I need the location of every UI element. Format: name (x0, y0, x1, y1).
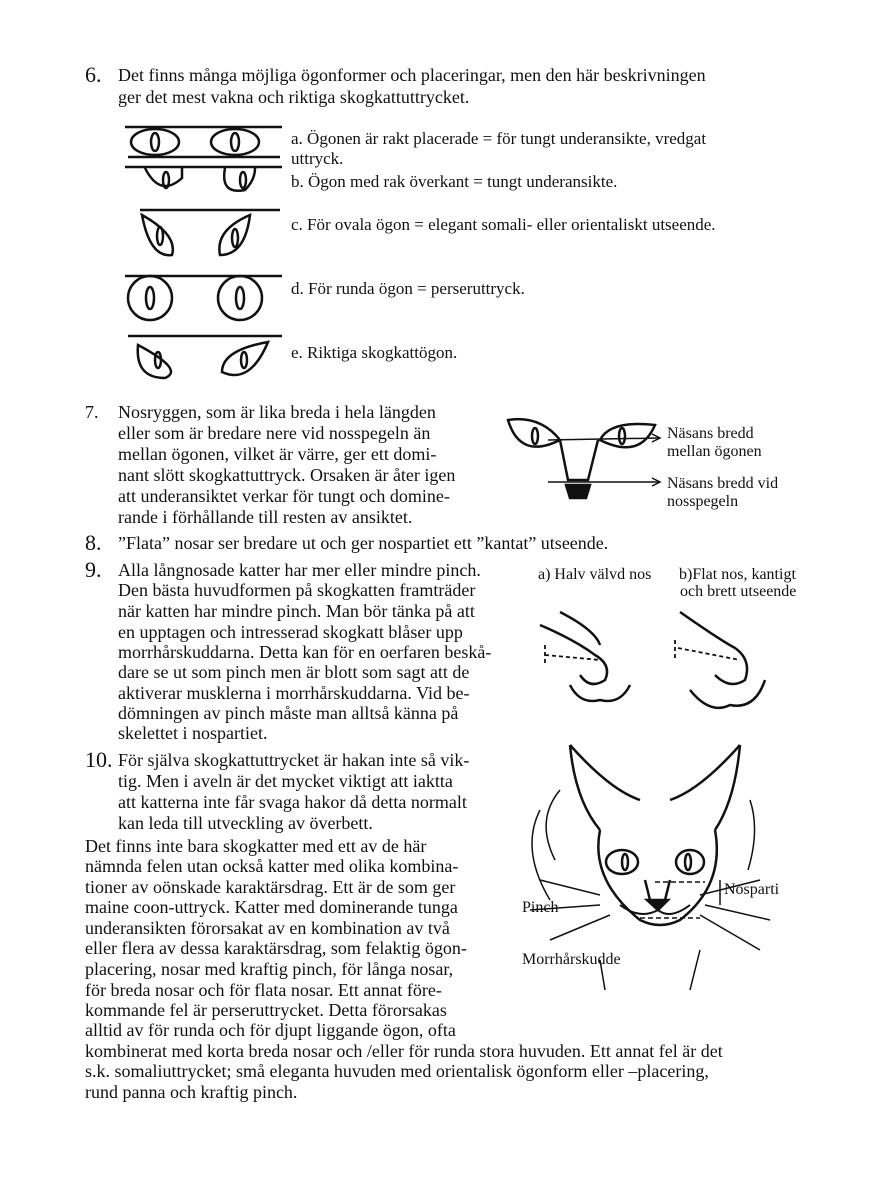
item-10-line: kan leda till utveckling av överbett. (118, 813, 373, 833)
cat-label-pinch: Pinch (522, 899, 559, 916)
eye-shapes-drawing (125, 127, 282, 378)
nose-width-drawing (508, 419, 660, 498)
paragraph-line: Det finns inte bara skogkatter med ett av de här (85, 836, 427, 856)
item-7-line: rande i förhållande till resten av ansiktet. (118, 507, 413, 527)
paragraph-line: rund panna och kraftig pinch. (85, 1082, 298, 1102)
item-number: 10. (85, 747, 113, 772)
nose-label: mellan ögonen (667, 443, 762, 460)
item-10-line: tig. Men i aveln är det mycket viktigt att iaktta (118, 771, 453, 791)
item-number: 9. (85, 557, 102, 582)
profile-label: och brett utseende (680, 583, 797, 600)
eye-caption-d: d. För runda ögon = perseruttryck. (291, 279, 525, 298)
paragraph-line: s.k. somaliuttrycket; små eleganta huvuden med orientalisk ögonform eller –placering, (85, 1061, 709, 1081)
item-8-line: ”Flata” nosar ser bredare ut och ger nospartiet ett ”kantat” utseende. (118, 533, 609, 553)
eye-caption-e: e. Riktiga skogkattögon. (291, 343, 458, 362)
cat-label-nosparti: Nosparti (724, 881, 780, 898)
eye-caption-c: c. För ovala ögon = elegant somali- eller orientaliskt utseende. (291, 215, 716, 234)
item-7-line: mellan ögonen, vilket är värre, ger ett domi- (118, 444, 437, 464)
paragraph-line: eller flera av dessa karaktärsdrag, som felaktig ögon- (85, 938, 467, 958)
nose-profile-drawing (540, 612, 765, 708)
item-number: 7. (85, 402, 99, 422)
item-10-line: att katterna inte får svaga hakor då detta normalt (118, 792, 467, 812)
item-7-line: att underansiktet verkar för tungt och domine- (118, 486, 450, 506)
item-6-line: ger det mest vakna och riktiga skogkattuttrycket. (118, 87, 470, 107)
item-9-line: skelettet i nospartiet. (118, 723, 268, 743)
paragraph-line: placering, nosar med kraftig pinch, för långa nosar, (85, 959, 454, 979)
nose-label: nosspegeln (667, 493, 739, 510)
item-6-line: Det finns många möjliga ögonformer och placeringar, men den här beskrivningen (118, 65, 706, 85)
item-7-line: eller som är bredare nere vid nosspegeln än (118, 423, 431, 443)
profile-label: a) Halv välvd nos (538, 566, 652, 583)
paragraph-line: nämnda felen utan också katter med olika kombina- (85, 856, 459, 876)
item-9-line: när katten har mindre pinch. Man bör tänka på att (118, 601, 475, 621)
item-10-line: För själva skogkattuttrycket är hakan inte så vik- (118, 750, 470, 770)
paragraph-line: kombinerat med korta breda nosar och /eller för runda stora huvuden. Ett annat fel är det (85, 1041, 723, 1061)
item-9-line: morrhårskuddarna. Detta kan för en oerfaren beskå- (118, 642, 492, 662)
item-7-line: Nosryggen, som är lika breda i hela längden (118, 402, 436, 422)
item-9-line: aktiverar musklerna i morrhårskuddarna. Vid be- (118, 683, 470, 703)
profile-label: b)Flat nos, kantigt (679, 566, 796, 583)
item-9-line: dömningen av pinch måste man alltså känna på (118, 703, 459, 723)
eye-caption-a: a. Ögonen är rakt placerade = för tungt underansikte, vredgat (291, 129, 707, 148)
paragraph-line: tioner av oönskade karaktärsdrag. Ett är de som ger (85, 877, 456, 897)
paragraph-line: alltid av för runda och för djupt liggande ögon, ofta (85, 1020, 456, 1040)
item-9-line: Den bästa huvudformen på skogkatten framträder (118, 580, 476, 600)
eye-caption-b: b. Ögon med rak överkant = tungt underansikte. (291, 172, 618, 191)
item-7-line: nant slött skogkattuttryck. Orsaken är åter igen (118, 465, 456, 485)
nose-label: Näsans bredd vid (667, 475, 779, 492)
item-number: 6. (85, 62, 102, 87)
item-9-line: en upptagen och intresserad skogkatt blåser upp (118, 622, 463, 642)
paragraph-line: kommande fel är perseruttrycket. Detta förorsakas (85, 1000, 447, 1020)
eye-caption-a: uttryck. (291, 149, 344, 168)
paragraph-line: för breda nosar och för flata nosar. Ett annat före- (85, 980, 442, 1000)
cat-label-morrhar: Morrhårskudde (522, 951, 621, 968)
paragraph-line: maine coon-uttryck. Katter med dominerande tunga (85, 897, 458, 917)
item-number: 8. (85, 530, 102, 555)
item-9-line: dare se ut som pinch men är blott som sagt att de (118, 662, 470, 682)
paragraph-line: underansikten förorsakat av en kombination av två (85, 918, 450, 938)
item-9-line: Alla långnosade katter har mer eller mindre pinch. (118, 560, 481, 580)
nose-label: Näsans bredd (667, 425, 754, 442)
